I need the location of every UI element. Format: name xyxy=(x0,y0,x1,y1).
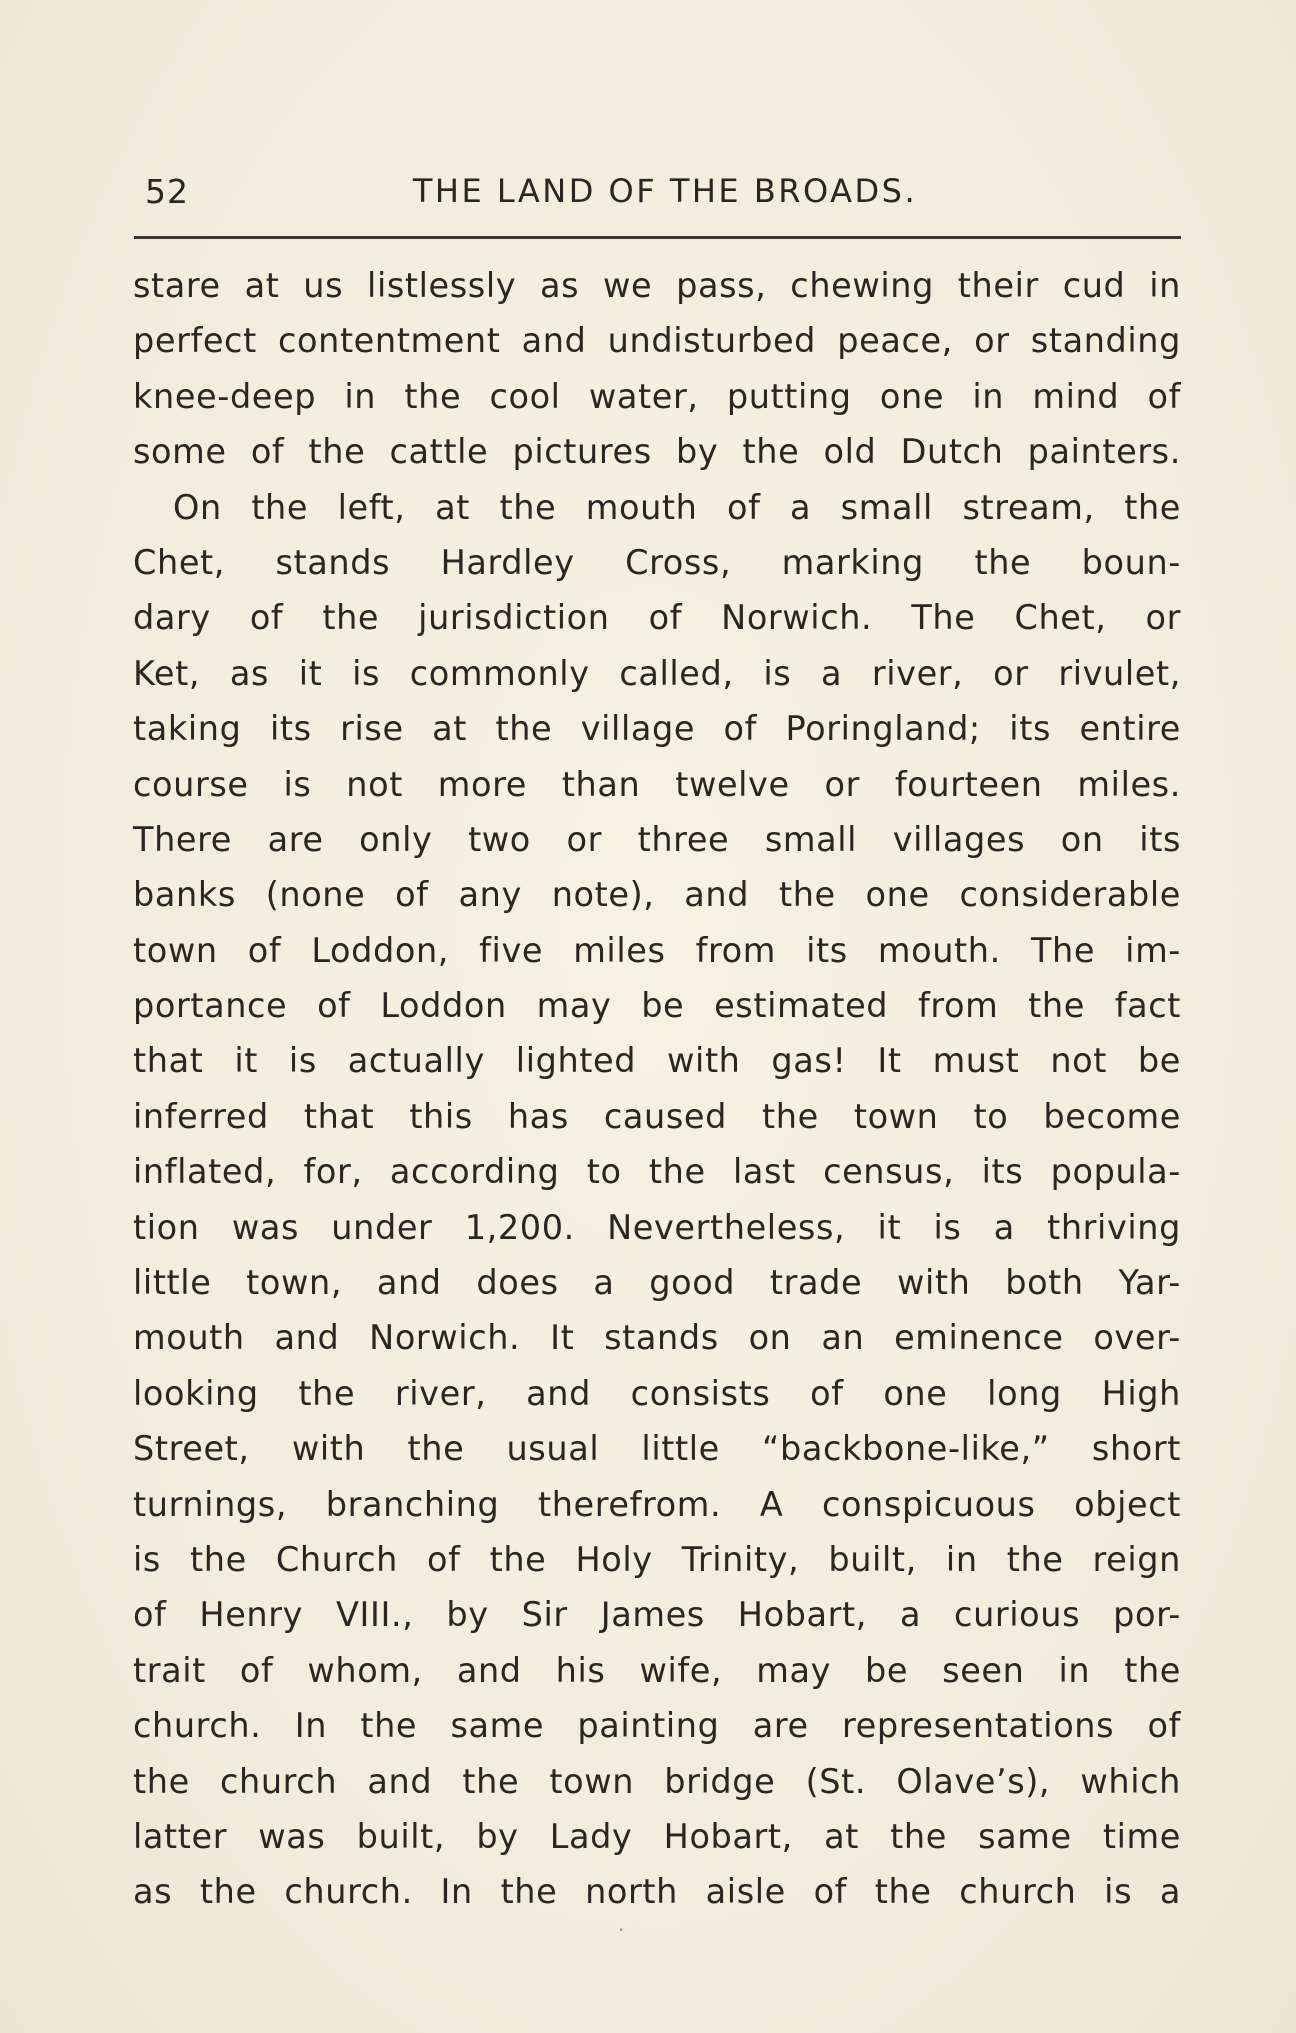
text-line: dary of the jurisdiction of Norwich. The Chet, or xyxy=(133,598,1181,638)
running-head xyxy=(145,172,1185,216)
text-line: turnings, branching therefrom. A conspicuous object xyxy=(133,1484,1181,1524)
text-line: as the church. In the north aisle of the church is a xyxy=(133,1872,1181,1912)
text-line: looking the river, and consists of one long High xyxy=(133,1373,1181,1413)
text-line: stare at us listlessly as we pass, chewing their cud in xyxy=(133,266,1181,305)
print-speck-mark: · xyxy=(618,1918,625,1942)
body-text xyxy=(133,258,1181,1920)
text-line: mouth and Norwich. It stands on an eminence over- xyxy=(133,1318,1181,1358)
running-title: THE LAND OF THE BROADS. xyxy=(412,172,918,210)
text-line: perfect contentment and undisturbed peace, or standing xyxy=(133,321,1181,361)
text-line: that it is actually lighted with gas! It must not be xyxy=(133,1041,1181,1081)
header-rule xyxy=(134,236,1181,239)
text-line: some of the cattle pictures by the old Dutch painters. xyxy=(133,432,1181,472)
text-line: taking its rise at the village of Poringland; its entire xyxy=(133,709,1181,749)
text-line: Street, with the usual little “backbone-like,” short xyxy=(133,1429,1181,1469)
text-line: knee-deep in the cool water, putting one in mind of xyxy=(133,376,1181,416)
text-line: Chet, stands Hardley Cross, marking the boun- xyxy=(133,542,1181,582)
text-line: inferred that this has caused the town to become xyxy=(133,1096,1181,1136)
text-line: town of Loddon, five miles from its mouth. The im- xyxy=(133,930,1181,970)
text-line: course is not more than twelve or fourteen miles. xyxy=(133,764,1181,804)
text-line: trait of whom, and his wife, may be seen in the xyxy=(133,1650,1181,1690)
page-number: 52 xyxy=(145,172,189,211)
paragraph-start-line: On the left, at the mouth of a small stream, the xyxy=(173,487,1181,527)
text-line: Ket, as it is commonly called, is a river, or rivulet, xyxy=(133,653,1181,693)
text-line: is the Church of the Holy Trinity, built, in the reign xyxy=(133,1539,1181,1579)
text-line: little town, and does a good trade with both Yar- xyxy=(133,1263,1181,1303)
text-line: church. In the same painting are representations of xyxy=(133,1706,1181,1746)
text-line: inflated, for, according to the last census, its popula- xyxy=(133,1152,1181,1192)
text-line: banks (none of any note), and the one considerable xyxy=(133,875,1181,915)
text-line: There are only two or three small villages on its xyxy=(133,819,1181,859)
text-line: the church and the town bridge (St. Olave’s), which xyxy=(133,1761,1181,1801)
text-line: tion was under 1,200. Nevertheless, it is a thriving xyxy=(133,1207,1181,1247)
text-line: of Henry VIII., by Sir James Hobart, a curious por- xyxy=(133,1595,1181,1635)
text-line: portance of Loddon may be estimated from the fact xyxy=(133,986,1181,1026)
text-line: latter was built, by Lady Hobart, at the same time xyxy=(133,1816,1181,1856)
